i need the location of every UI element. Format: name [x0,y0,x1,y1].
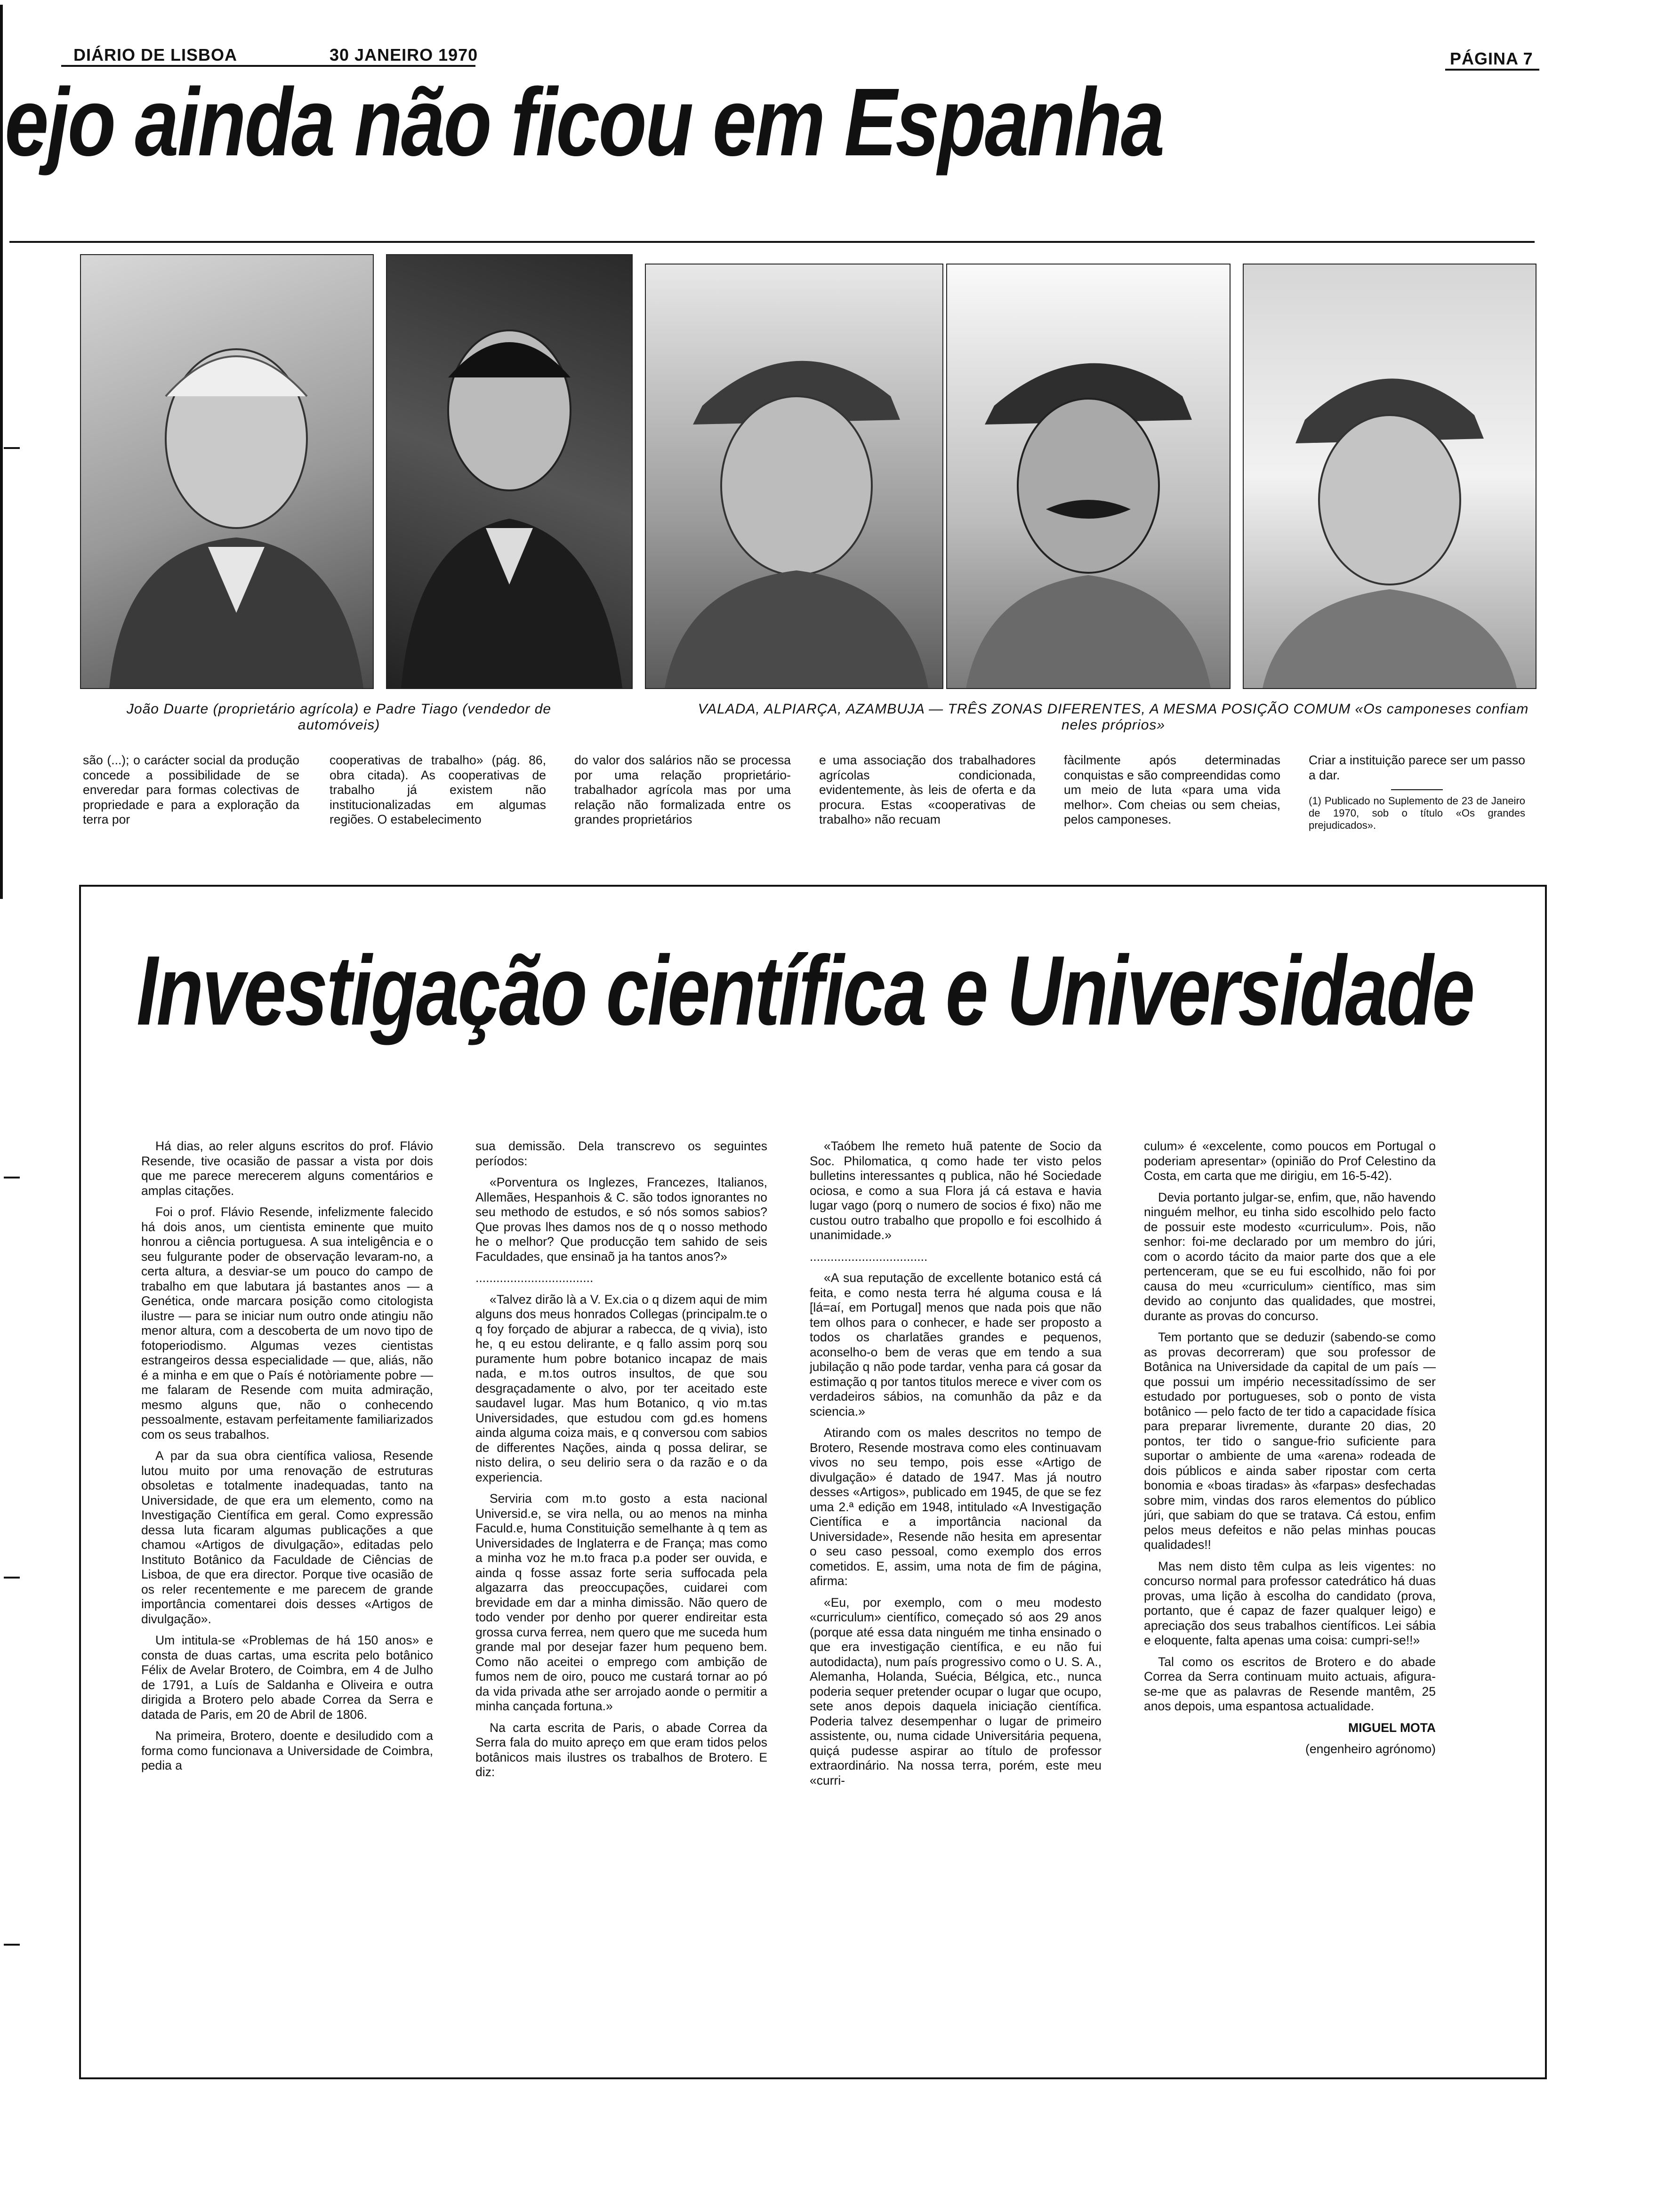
article1-column-6: Criar a instituição parece ser um passo a dar. (1) Publicado no Suplemento de 23 de Janeiro de 1970, sob o título «Os grandes prejudicados». [1309,753,1525,831]
portrait-man-mustache-icon [947,264,1230,688]
newspaper-name: DIÁRIO DE LISBOA [73,45,238,64]
footnote-divider [1391,789,1443,790]
article1-column-4: e uma associação dos trabalhadores agrícolas condicionada, evidentemente, às leis de oferta e da procura. Estas «cooperativas de trabalho» não recuam [819,753,1036,826]
caption-right: VALADA, ALPIARÇA, AZAMBUJA — TRÊS ZONAS DIFERENTES, A MESMA POSIÇÃO COMUM «Os camponeses confiam neles próprios» [698,701,1529,733]
masthead-rule-right [1445,69,1539,71]
article1-headline: ejo ainda não ficou em Espanha [5,68,1164,176]
footnote: (1) Publicado no Suplemento de 23 de Janeiro de 1970, sob o título «Os grandes prejudicados». [1309,795,1525,831]
margin-tick [4,1577,20,1579]
article2-column-3: «Taóbem lhe remeto huã patente de Socio da Soc. Philomatica, q como hade ter visto pelos bulletins interessantes q publica, não hé Sociedade ociosa, e como a sua Flora já cá estava e havia lugar vago (porq o numero de socios é fixo) não me custou outro trabalho que propollo e foi escolhido á unanimidade.» .................................. «A sua reputação de excellente botanico está cá feita, e como nesta terra hé alguma cousa e lá [lá=aí, em Portugal] menos que nada pois que não tem olhos para o conhecer, e hade ser proposto a todos os charlatães grandes e pequenos, aconselho-o bem de veras que em tendo a sua jubilação q não pode tardar, venha para cá gosar da estimação q por tantos titulos merece e viver com os verdadeiros sábios, na comunhão da pâz e da sciencia.» Atirando com os males descritos no tempo de Brotero, Resende mostrava como eles continuavam vivos no seu tempo, pois esse «Artigo de divulgação» é datado de 1947. Mas já noutro desses «Artigos», publicado em 1945, de que se fez uma 2.ª edição em 1948, intitulado «A Investigação Científica e a importância nacional da Universidade», Resende não hesita em apresentar o seu caso pessoal, como exemplo dos erros cometidos. E, assim, uma nota de fim de página, afirma: «Eu, por exemplo, com o meu modesto «curriculum» científico, começado só aos 29 anos (porque até essa data ninguém me tinha ensinado o que era investigação científica, e eu não fui autodidacta), num país progressivo como o U. S. A., Alemanha, Holanda, Suécia, Bélgica, etc., nunca poderia sequer pretender ocupar o lugar que ocupo, sete anos depois daquela iniciação científica. Poderia talvez desempenhar o lugar de primeiro assistente, ou, numa cidade Universitária pequena, quiçá pudesse aspirar ao título de professor extraordinário. Na nossa terra, porém, este meu «curri- [810,1139,1102,1787]
portrait-young-man-icon [387,255,632,688]
issue-date: 30 JANEIRO 1970 [330,45,478,64]
author-title: (engenheiro agrónomo) [1305,1742,1436,1756]
article1-column-1: são (...); o carácter social da produção concede a possibilidade de se enveredar para formas colectivas de propriedade e para a exploração da terra por [83,753,299,826]
article1-column-5: fàcilmente após determinadas conquistas e são compreendidas como um meio de luta «para uma vida melhor». Com cheias ou sem cheias, pelos camponeses. [1064,753,1280,826]
margin-tick [4,447,20,449]
photo-padre-tiago [386,254,633,689]
masthead-rule-left [61,65,475,67]
photo-alpiarca [946,264,1231,689]
margin-tick [4,1944,20,1946]
article1-column-3: do valor dos salários não se processa por uma relação proprietário-trabalhador agrícola mas por uma relação não formalizada entre os grandes proprietários [574,753,791,826]
article2-column-2: sua demissão. Dela transcrevo os seguintes períodos: «Porventura os Inglezes, Francezes, Italianos, Allemães, Hespanhois & C. são todos ignorantes no seu methodo de estudos, e só nós somos sabios? Que provas lhes damos nos de q o nosso methodo he o melhor? Que producção tem sahido de seis Faculdades, que ensinaõ ja ha tantos anos?» .................................. «Talvez dirão là a V. Ex.cia o q dizem aqui de mim alguns dos meus honrados Collegas (principalm.te o q foy forçado de abjurar a rabecca, de q vivia), isto he, q eu estou delirante, e q fallo assim porq sou puramente hum pobre botanico incapaz de mais nada, e m.tos outros insultos, de que sou desgraçadamente o alvo, por ter aceitado este saudavel lugar. Mas hum Botanico, q vio m.tas Universidades, que estudou com gd.es homens ainda alguma coiza mais, e q conversou com sabios de differentes Nações, ainda q possa delirar, se nisto delira, o seu delirio sera o da razão e o da experiencia. Serviria com m.to gosto a esta nacional Universid.e, se vira nella, ou ao menos na minha Faculd.e, huma Constituição semelhante à q tem as Universidades de Inglaterra e de França; mas como a minha voz he m.to fraca p.a poder ser ouvida, e ainda q fosse assaz forte seria suffocada pela algazarra das preoccupações, cuidarei com brevidade em dar a minha dimissão. Não quero de todo vender por denho por querer endireitar esta grossa curva ferrea, nem quero que me suceda hum grande mal por desejar fazer hum pequeno bem. Como não aceitei o emprego com ambição de fumos nem de oiro, pouco me custará tornar ao pó da vida privada athe ser arrojado aonde o permitir a minha cançada fortuna.» Na carta escrita de Paris, o abade Correa da Serra fala do muito apreço em que eram tidos pelos botânicos mais ilustres os trabalhos de Brotero. E diz: [475,1139,767,1779]
page-number: PÁGINA 7 [1450,49,1533,68]
photo-joao-duarte [80,254,374,689]
left-page-border [0,5,3,899]
photo-azambuja [1243,264,1536,689]
portrait-man-cap-icon [646,264,942,688]
article1-column-2: cooperativas de trabalho» (pág. 86, obra citada). As cooperativas de trabalho já existem não institucionalizadas em algumas regiões. O estabelecimento [330,753,546,826]
margin-tick [4,1177,20,1178]
author-name: MIGUEL MOTA [1348,1720,1436,1735]
article2-column-1: Há dias, ao reler alguns escritos do prof. Flávio Resende, tive ocasião de passar a vista por dois que me parece merecerem alguns comentários e amplas citações. Foi o prof. Flávio Resende, infelizmente falecido há dois anos, um cientista eminente que muito honrou a ciência portuguesa. A sua inteligência e o seu fulgurante poder de observação levaram-no, a certa altura, a desviar-se um pouco do campo de trabalho em que labutara já bastantes anos — a Genética, onde marcara posição como citologista ilustre — para se iniciar num outro onde atingiu não menor altura, com a descoberta de um novo tipo de fotoperiodismo. Algumas vezes cientistas estrangeiros dessa especialidade — que, aliás, não é a minha e em que o País é notòriamente pobre — me falaram de Resende com muita admiração, mesmo alguns que, não o conhecendo pessoalmente, estavam perfeitamente familiarizados com os seus trabalhos. A par da sua obra científica valiosa, Resende lutou muito por uma renovação de estruturas obsoletas e totalmente inadequadas, tanto na Universidade, de que era um elemento, como na Investigação Científica em geral. Como expressão dessa luta ficaram algumas publicações a que chamou «Artigos de divulgação», editadas pelo Instituto Botânico da Faculdade de Ciências de Lisboa, de que era director. Porque tive ocasião de os reler recentemente e me parecem de grande importância comentarei dois desses «Artigos de divulgação». Um intitula-se «Problemas de há 150 anos» e consta de duas cartas, uma escrita pelo botânico Félix de Avelar Brotero, de Coimbra, em 4 de Julho de 1791, a Luís de Saldanha e Oliveira e outra dirigida a Brotero pelo abade Correa da Serra e datada de Paris, em 20 de Abril de 1806. Na primeira, Brotero, doente e desiludido com a forma como funcionava a Universidade de Coimbra, pedia a [141,1139,433,1772]
photo-valada [645,264,943,689]
article2-column-4: culum» é «excelente, como poucos em Portugal o poderiam apresentar» (opinião do Prof Celestino da Costa, em carta que me dirigiu, em 16-5-42). Devia portanto julgar-se, enfim, que, não havendo ninguém melhor, eu tinha sido escolhido pelo facto de possuir este modesto «curriculum». Pois, não senhor: foi-me declarado por um membro do júri, com o acordo tácito da maior parte dos que a ele pertenceram, que se eu fui escolhido, não foi por causa do meu «curriculum» científico, mas sim devido ao conjunto das qualidades, que mostrei, durante as provas do concurso. Tem portanto que se deduzir (sabendo-se como as provas decorreram) que sou professor de Botânica na Universidade da capital de um país — que possui um império necessitadíssimo de ser estudado por portugueses, sob o ponto de vista botânico — pelo facto de ter tido a capacidade física para preparar livremente, durante 20 dias, 20 pontos, ter tido o sangue-frio suficiente para suportar o ambiente de uma «arena» rodeada de dois públicos e ainda saber ripostar com certa bonomia e «boas tiradas» às «farpas» desfechadas sobre mim, vindas dos raros elementos do público júri, que sabiam do que se tratava. Cá estou, enfim pelos meus defeitos e não pelas minhas poucas qualidades!! Mas nem disto têm culpa as leis vigentes: no concurso normal para professor catedrático há duas provas, uma lição à escolha do candidato (prova, portanto, que é capaz de fazer qualquer leigo) e apreciação dos seus trabalhos científicos. Lei sábia e eloquente, falta apenas uma coisa: cumpri-se!!» Tal como os escritos de Brotero e do abade Correa da Serra continuam muito actuais, afigura-se-me que as palavras de Resende mantêm, 25 anos depois, uma espantosa actualidade. MIGUEL MOTA (engenheiro agrónomo) [1144,1139,1436,1756]
article2-headline: Investigação científica e Universidade [137,935,1474,1046]
portrait-elderly-man-icon [81,255,373,688]
portrait-man-hat-icon [1244,264,1536,688]
caption-left: João Duarte (proprietário agrícola) e Padre Tiago (vendedor de automóveis) [126,701,552,733]
headline-rule [9,241,1535,243]
